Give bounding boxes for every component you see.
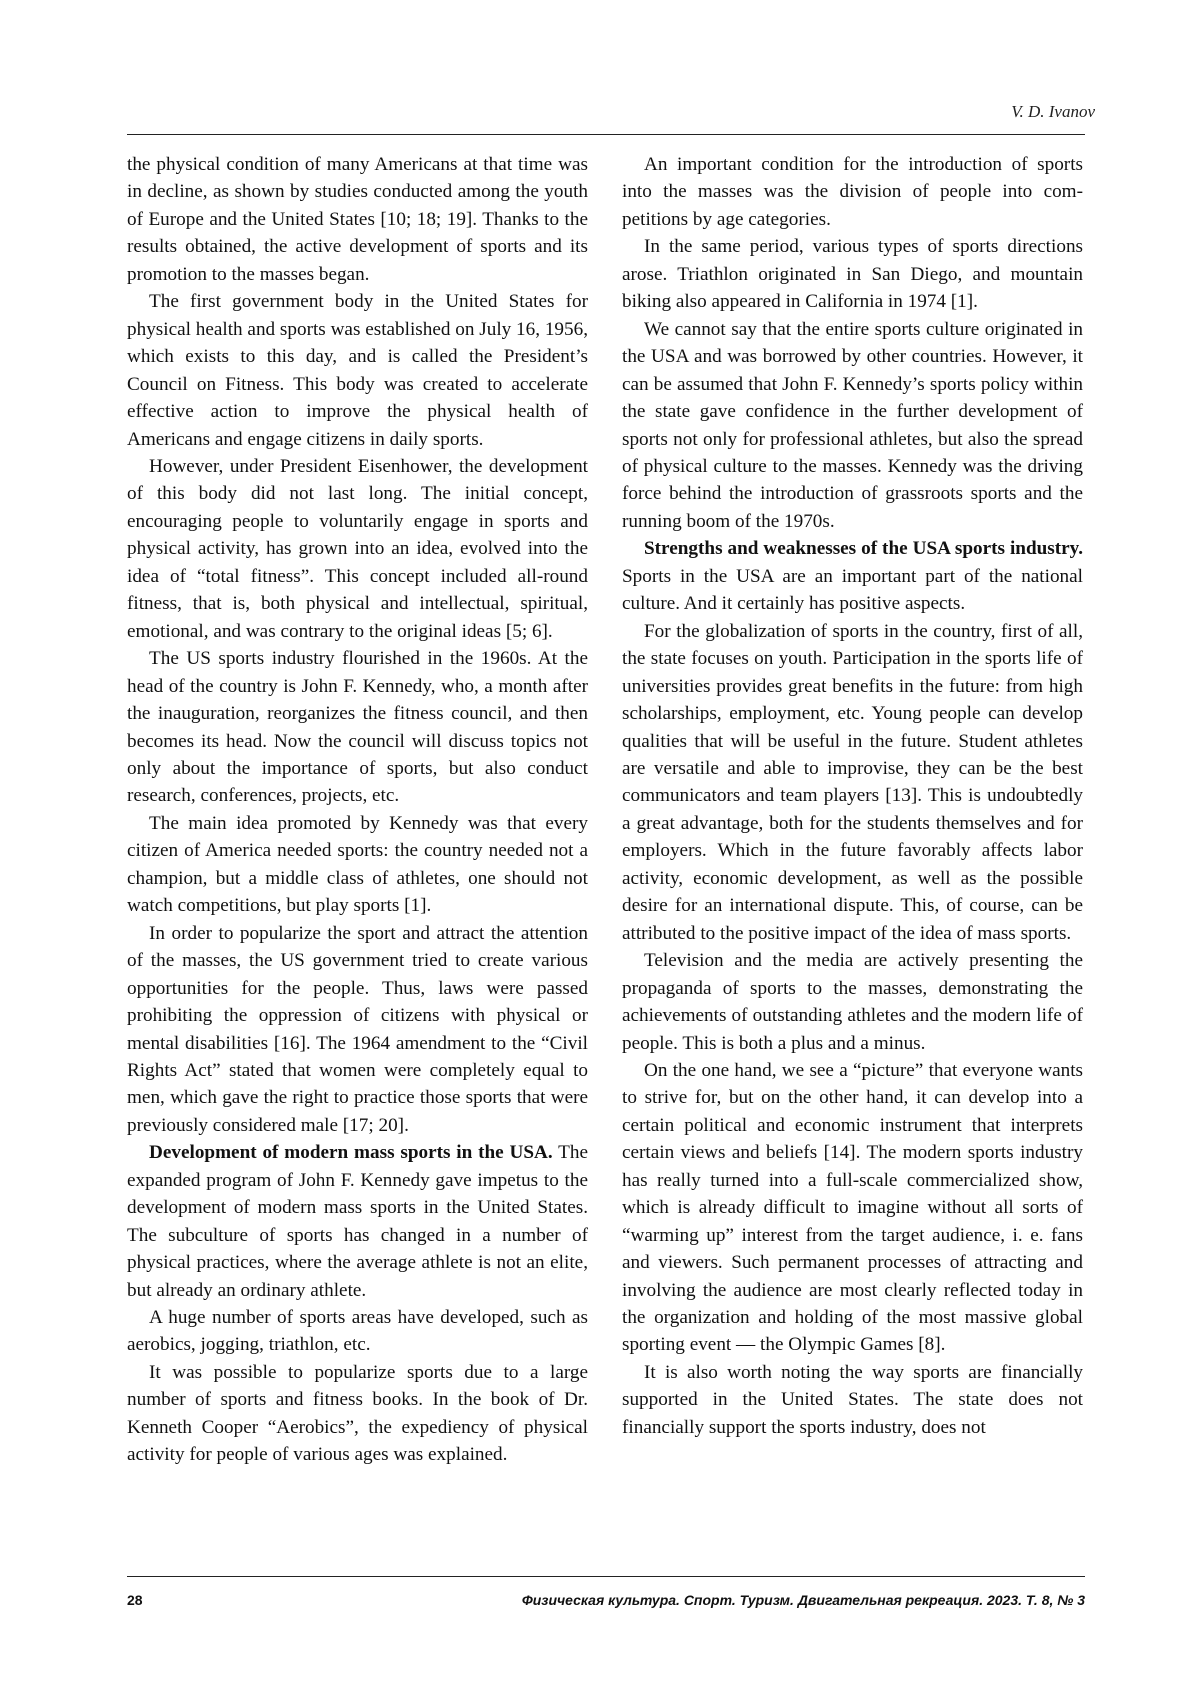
paragraph: The US sports industry flourished in the 1960s. At the head of the country is John F. Kennedy, who, a month after the inauguration, reorganizes the fitness council, and then becomes its head. Now the council will discuss topics not only about the importance of sports, but also conduct research, conferences, projects, etc. [127,648,588,807]
header-rule [127,134,1085,135]
journal-citation: Физическая культура. Спорт. Туризм. Двигательная рекреация. 2023. Т. 8, № 3 [521,1592,1085,1608]
paragraph: We cannot say that the entire sports culture originated in the USA and was borrowed by other countries. However, it can be assumed that John F. Kennedy’s sports policy within the state gave confidence in the further development of sports not only for professional athletes, but also the spread of physical culture to the masses. Kennedy was the driving force behind the introduction of grassroots sports and the running boom of the 1970s. [622,318,1083,532]
footer-rule [127,1576,1085,1577]
paragraph: the physical condition of many Americans at that time was in decline, as shown by studies conducted among the youth of Europe and the United States [10; 18; 19]. Thanks to the results obtained, the active development of sports and its promotion to the masses began. [127,154,588,285]
paragraph: A huge number of sports areas have developed, such as aerobics, jogging, triathlon, etc. [127,1307,588,1356]
paragraph: On the one hand, we see a “picture” that everyone wants to strive for, but on the other hand, it can develop into a certain political and economic instrument that interprets certain views and beliefs [14]. The modern sports industry has really turned into a full-scale commercialized show, which is already difficult to imagine without all sorts of “warming up” interest from the target audience, i. e. fans and viewers. Such permanent processes of attracting and involving the audience are most clearly reflected today in the organization and holding of the most massive global sporting event — the Olympic Games [8]. [622,1059,1083,1356]
section-heading: Strengths and weaknesses of the USA sports industry. [644,538,1083,560]
page-number: 28 [127,1592,143,1608]
section-body: The expanded program of John F. Kennedy gave impetus to the development of modern mass sports in the United States. The subculture of sports has changed in a number of physical practices, where the average athlete is not an elite, but already an ordinary athlete. [127,1142,589,1301]
right-column [622,151,1083,1441]
paragraph: It was possible to popularize sports due to a large number of sports and fitness books. In the book of Dr. Kenneth Cooper “Aerobics”, the expediency of physical activity for people of various ages was explained. [127,1361,588,1466]
paragraph: The first government body in the United States for physical health and sports was established on July 16, 1956, which exists to this day, and is called the President’s Council on Fitness. This body was created to accelerate effective action to improve the physical health of Americans and engage citizens in daily sports. [127,291,588,450]
paragraph: An important condition for the introduction of sports into the masses was the division of people into competitions by age categories. [622,154,1083,230]
paragraph: In order to popularize the sport and attract the attention of the masses, the US government tried to create various opportunities for the people. Thus, laws were passed prohibiting the oppression of citizens with physical or mental disabilities [16]. The 1964 amendment to the “Civil Rights Act” stated that women were completely equal to men, which gave the right to practice those sports that were previously considered male [17; 20]. [127,922,588,1136]
paragraph: The main idea promoted by Kennedy was that every citizen of America needed sports: the country needed not a champion, but a middle class of athletes, one should not watch competitions, but play sports [1]. [127,812,588,917]
section-paragraph [622,535,1083,617]
running-head-author: V. D. Ivanov [1011,102,1095,121]
paragraph: However, under President Eisenhower, the development of this body did not last long. The initial concept, encouraging people to voluntarily engage in sports and physical activity, has grown into an idea, evolved into the idea of “total fitness”. This concept included all-round fitness, that is, both physical and intellectual, spiritual, emotional, and was contrary to the original ideas [5; 6]. [127,455,588,642]
paragraph: Television and the media are actively presenting the propaganda of sports to the masses, demonstrating the achievements of outstanding athletes and the modern life of people. This is both a plus and a minus. [622,950,1083,1054]
paragraph: For the globalization of sports in the country, first of all, the state focuses on youth. Participation in the sports life of universities provides great benefits in the future: from high scholarships, employment, etc. Young people can develop qualities that will be useful in the future. Student athletes are versatile and able to improvise, they can be the best communicators and team players [13]. This is undoubtedly a great advantage, both for the students themselves and for employers. Which in the future favorably affects labor activity, economic development, as well as the possible desire for an international dispute. This, of course, can be attributed to the positive impact of the idea of mass sports. [622,620,1083,944]
section-paragraph [127,1139,588,1304]
section-body: Sports in the USA are an important part of the national culture. And it certainly has positive aspects. [622,565,1083,615]
paragraph: It is also worth noting the way sports are financially supported in the United States. The state does not financially support the sports industry, does not [622,1361,1083,1438]
section-heading: Development of modern mass sports in the USA. [149,1142,553,1164]
paragraph: In the same period, various types of sports directions arose. Triathlon originated in San Diego, and mountain biking also appeared in California in 1974 [1]. [622,236,1083,313]
left-column [127,151,588,1469]
